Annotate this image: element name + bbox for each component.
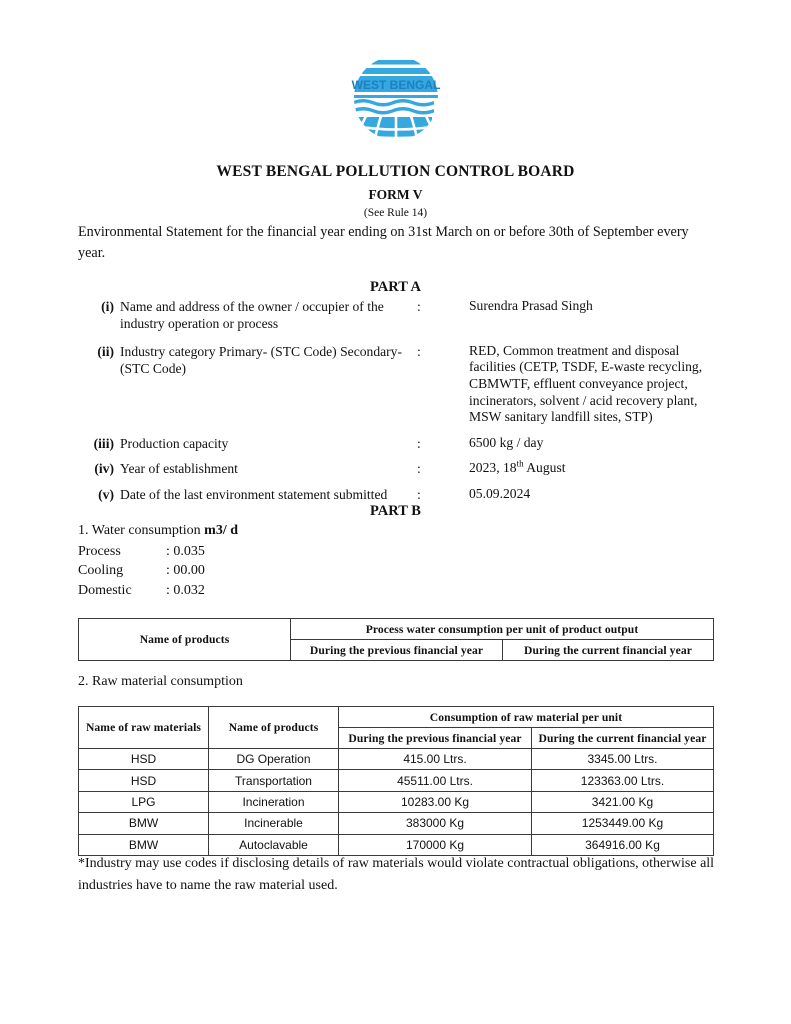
water-unit: m3/ d <box>204 523 238 538</box>
cell-current: 123363.00 Ltrs. <box>532 770 714 791</box>
item-label: Year of establishment <box>120 461 238 477</box>
item-value-industry-category: RED, Common treatment and disposal facilities (CETP, TSDF, E-waste recycling, CBMWTF, effluent conveyance project, incinerators, solvent / acid recovery plant, MSW sanitary landfill sites, STP) <box>469 342 703 425</box>
table-row <box>79 770 714 791</box>
part-b-heading: PART B <box>370 503 421 519</box>
water-row-process <box>78 542 238 562</box>
spacer <box>78 452 718 460</box>
column-header-current-year: During the current financial year <box>503 640 714 661</box>
process-water-consumption-table <box>78 618 714 661</box>
part-a-row-v <box>78 486 718 503</box>
water-consumption-title <box>78 521 238 541</box>
raw-material-section-label: 2. Raw material consumption <box>78 674 243 689</box>
footnote-text: *Industry may use codes if disclosing details of raw materials would violate contractual obligations, otherwise all industries have to name the raw material used. <box>78 856 715 893</box>
column-header-current-year: During the current financial year <box>532 728 714 749</box>
cell-product: Autoclavable <box>209 834 339 855</box>
item-number: (i) <box>101 299 114 314</box>
column-header-process-water: Process water consumption per unit of product output <box>291 619 714 640</box>
logo-container <box>0 52 791 149</box>
item-value-last-statement-date: 05.09.2024 <box>469 485 531 501</box>
cell-previous: 45511.00 Ltrs. <box>339 770 532 791</box>
water-label: Cooling <box>78 563 124 579</box>
water-value: : 0.035 <box>166 543 205 559</box>
cell-current: 1253449.00 Kg <box>532 813 714 834</box>
part-a-row-iii <box>78 435 718 452</box>
section-number: 1. <box>78 523 89 538</box>
item-number: (ii) <box>97 343 114 359</box>
spacer <box>78 478 718 486</box>
item-colon: : <box>417 461 421 477</box>
cell-product: Incinerable <box>209 813 339 834</box>
cell-material: HSD <box>79 770 209 791</box>
cell-product: Transportation <box>209 770 339 791</box>
table-header-row <box>79 619 714 640</box>
year-ordinal-suffix: th <box>516 458 524 469</box>
cell-material: LPG <box>79 791 209 812</box>
column-header-products: Name of products <box>79 619 291 661</box>
table-row <box>79 791 714 812</box>
water-row-domestic <box>78 581 238 601</box>
logo-text: WEST BENGAL <box>351 78 440 92</box>
item-label: Industry category Primary- (STC Code) Secondary- (STC Code) <box>120 343 402 377</box>
item-value-owner-name: Surendra Prasad Singh <box>469 298 593 313</box>
rule-reference: (See Rule 14) <box>363 207 428 219</box>
cell-previous: 383000 Kg <box>339 813 532 834</box>
item-number: (v) <box>98 486 114 502</box>
year-prefix: 2023, 18 <box>469 460 517 476</box>
cell-material: BMW <box>79 834 209 855</box>
column-header-previous-year: During the previous financial year <box>291 640 503 661</box>
west-bengal-pollution-control-board-logo <box>348 52 444 144</box>
item-colon: : <box>417 343 421 359</box>
water-label: Process <box>78 543 121 559</box>
cell-material: HSD <box>79 749 209 770</box>
raw-material-consumption-table <box>78 706 714 856</box>
water-row-cooling <box>78 561 238 581</box>
cell-previous: 10283.00 Kg <box>339 791 532 812</box>
cell-current: 364916.00 Kg <box>532 834 714 855</box>
item-label: Date of the last environment statement submitted <box>120 486 388 502</box>
cell-material: BMW <box>79 813 209 834</box>
item-value-production-capacity: 6500 kg / day <box>469 434 544 450</box>
water-value: : 00.00 <box>166 563 205 579</box>
cell-product: DG Operation <box>209 749 339 770</box>
water-value: : 0.032 <box>166 582 205 598</box>
spacer <box>78 426 718 435</box>
column-header-raw-materials: Name of raw materials <box>79 707 209 749</box>
item-value-year-of-establishment <box>469 460 718 477</box>
page-title: WEST BENGAL POLLUTION CONTROL BOARD <box>216 163 575 180</box>
cell-previous: 415.00 Ltrs. <box>339 749 532 770</box>
item-colon: : <box>417 435 421 451</box>
table-header-row <box>79 707 714 728</box>
intro-paragraph: Environmental Statement for the financial year ending on 31st March on or before 30th of September every year. <box>78 224 689 261</box>
year-suffix: August <box>523 460 566 476</box>
item-label: Name and address of the owner / occupier of the industry operation or process <box>120 299 384 332</box>
cell-product: Incineration <box>209 791 339 812</box>
water-consumption-section <box>78 521 238 600</box>
spacer <box>78 333 718 343</box>
cell-current: 3421.00 Kg <box>532 791 714 812</box>
part-a-heading: PART A <box>370 279 421 295</box>
cell-previous: 170000 Kg <box>339 834 532 855</box>
form-title: FORM V <box>368 187 423 202</box>
item-label: Production capacity <box>120 435 229 451</box>
table-row <box>79 749 714 770</box>
item-number: (iii) <box>93 435 114 451</box>
part-a-items <box>78 298 718 503</box>
part-a-row-ii <box>78 343 718 426</box>
water-label: Domestic <box>78 582 132 598</box>
column-header-products: Name of products <box>209 707 339 749</box>
part-a-row-iv <box>78 460 718 477</box>
table-row <box>79 813 714 834</box>
column-header-consumption: Consumption of raw material per unit <box>339 707 714 728</box>
item-colon: : <box>417 299 421 314</box>
part-a-row-i <box>78 298 718 333</box>
section-title: Water consumption <box>91 523 201 538</box>
column-header-previous-year: During the previous financial year <box>339 728 532 749</box>
item-number: (iv) <box>94 461 114 477</box>
cell-current: 3345.00 Ltrs. <box>532 749 714 770</box>
item-colon: : <box>417 486 421 502</box>
